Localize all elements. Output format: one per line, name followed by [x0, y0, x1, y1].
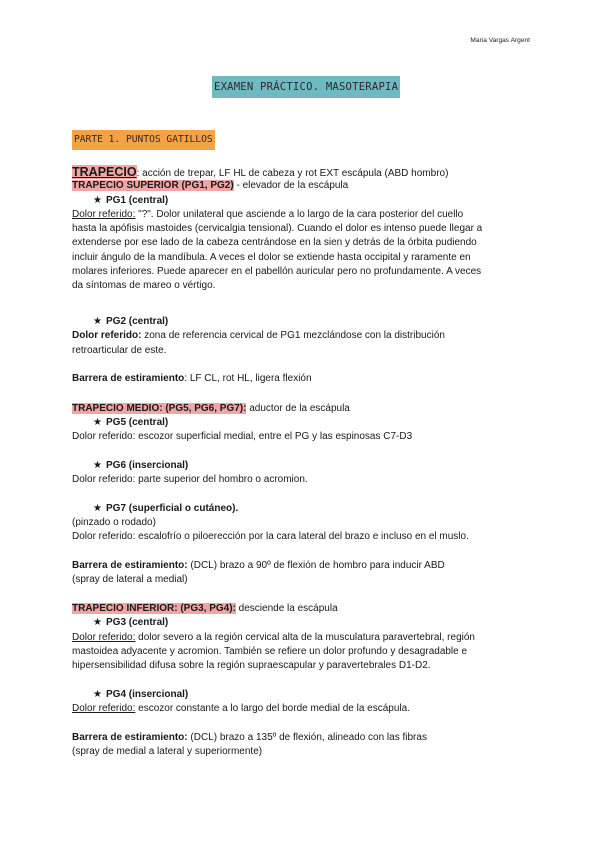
- star-icon: ★: [93, 315, 102, 327]
- inferior-heading-line: TRAPECIO INFERIOR: (PG3, PG4): desciende la escápula: [72, 602, 338, 614]
- pg1-text-line: extenderse por ese lado de la cabeza centrándose en la sien y detrás de la órbita pudiendo: [72, 237, 477, 249]
- trapecio-line: [72, 165, 532, 179]
- pg2-text-line: retroarticular de este.: [72, 344, 167, 356]
- pg3-text-line: Dolor referido: dolor severo a la región cervical alta de la musculatura paravertebral, región: [72, 631, 475, 643]
- pg1-text-line: incluir ángulo de la mandíbula. A veces el dolor se extiende hasta occipital y raramente en: [72, 251, 471, 263]
- pg2-bullet: ★ PG2 (central): [72, 315, 532, 329]
- pg1-label: Dolor referido:: [72, 208, 136, 220]
- inferior-heading: TRAPECIO INFERIOR: (PG3, PG4):: [72, 602, 236, 614]
- star-icon: ★: [93, 459, 102, 471]
- trapecio-description: : acción de trepar, LF HL de cabeza y rot EXT escápula (ABD hombro): [136, 168, 449, 179]
- pg7-text: Dolor referido: escalofrío o piloerección por la cara lateral del brazo e incluso en el muslo.: [72, 531, 469, 543]
- pg6-bullet: ★ PG6 (insercional): [72, 459, 532, 473]
- star-icon: ★: [93, 502, 102, 514]
- document-body: [72, 165, 532, 759]
- pg1-text-line: Dolor referido: "?". Dolor unilateral que asciende a lo largo de la cara posterior del cuello: [72, 208, 464, 220]
- superior-barrier: Barrera de estiramiento: LF CL, rot HL, ligera flexión: [72, 373, 312, 385]
- pg4-text-line: Dolor referido: escozor constante a lo largo del borde medial de la escápula.: [72, 702, 410, 714]
- pg3-text-line: hipersensibilidad difusa sobre la región supraescapular y paravertebrales D1-D2.: [72, 660, 431, 672]
- superior-heading-rest: - elevador de la escápula: [233, 180, 349, 192]
- star-icon: ★: [93, 688, 102, 700]
- superior-heading-line: [72, 179, 532, 193]
- author-name: Maria Vargas Argent: [470, 37, 530, 44]
- pg2-text-line: Dolor referido: zona de referencia cervical de PG1 mezclándose con la distribución: [72, 330, 445, 342]
- pg4-bullet: ★ PG4 (insercional): [72, 688, 532, 702]
- pg2-label: Dolor referido:: [72, 330, 142, 342]
- star-icon: ★: [93, 617, 102, 629]
- pg7-note: (pinzado o rodado): [72, 517, 156, 529]
- pg6-text: Dolor referido: parte superior del hombro o acromion.: [72, 474, 308, 486]
- pg3-text-line: mastoidea adyacente y acromion. También se refiere un dolor profundo y desagradable e: [72, 645, 468, 657]
- trapecio-title: TRAPECIO: [72, 165, 137, 179]
- pg5-bullet: ★ PG5 (central): [72, 416, 532, 430]
- inferior-barrier-note: (spray de medial a lateral y superiormente): [72, 745, 263, 757]
- star-icon: ★: [93, 417, 102, 429]
- pg4-label: Dolor referido:: [72, 702, 136, 714]
- pg1-text-line: da síntomas de mareo o vértigo.: [72, 280, 216, 292]
- pg5-text: Dolor referido: escozor superficial medial, entre el PG y las espinosas C7-D3: [72, 431, 413, 443]
- pg1-text-line: hasta la apófisis mastoides (cervicalgia tensional). Cuando el dolor es intenso puede llegar a: [72, 223, 483, 235]
- pg7-bullet: ★ PG7 (superficial o cutáneo).: [72, 502, 532, 516]
- inferior-barrier: Barrera de estiramiento: (DCL) brazo a 135º de flexión, alineado con las fibras: [72, 731, 427, 743]
- pg3-label: Dolor referido:: [72, 631, 136, 643]
- page-title: EXAMEN PRÁCTICO. MASOTERAPIA: [212, 76, 400, 98]
- medio-barrier-note: (spray de lateral a medial): [72, 574, 188, 586]
- pg1-text-line: molares inferiores. Puede aparecer en el pabellón auricular pero no profundamente. A veces: [72, 266, 482, 278]
- section-heading-part-1: PARTE 1. PUNTOS GATILLOS: [72, 130, 215, 150]
- superior-heading: TRAPECIO SUPERIOR (PG1, PG2): [72, 180, 234, 192]
- medio-heading: TRAPECIO MEDIO: (PG5, PG6, PG7):: [72, 402, 247, 414]
- pg3-bullet: ★ PG3 (central): [72, 616, 532, 630]
- star-icon: ★: [93, 194, 102, 206]
- medio-barrier: Barrera de estiramiento: (DCL) brazo a 90º de flexión de hombro para inducir ABD: [72, 560, 445, 572]
- pg1-bullet: ★ PG1 (central): [72, 194, 532, 208]
- medio-heading-line: TRAPECIO MEDIO: (PG5, PG6, PG7): aductor de la escápula: [72, 402, 350, 414]
